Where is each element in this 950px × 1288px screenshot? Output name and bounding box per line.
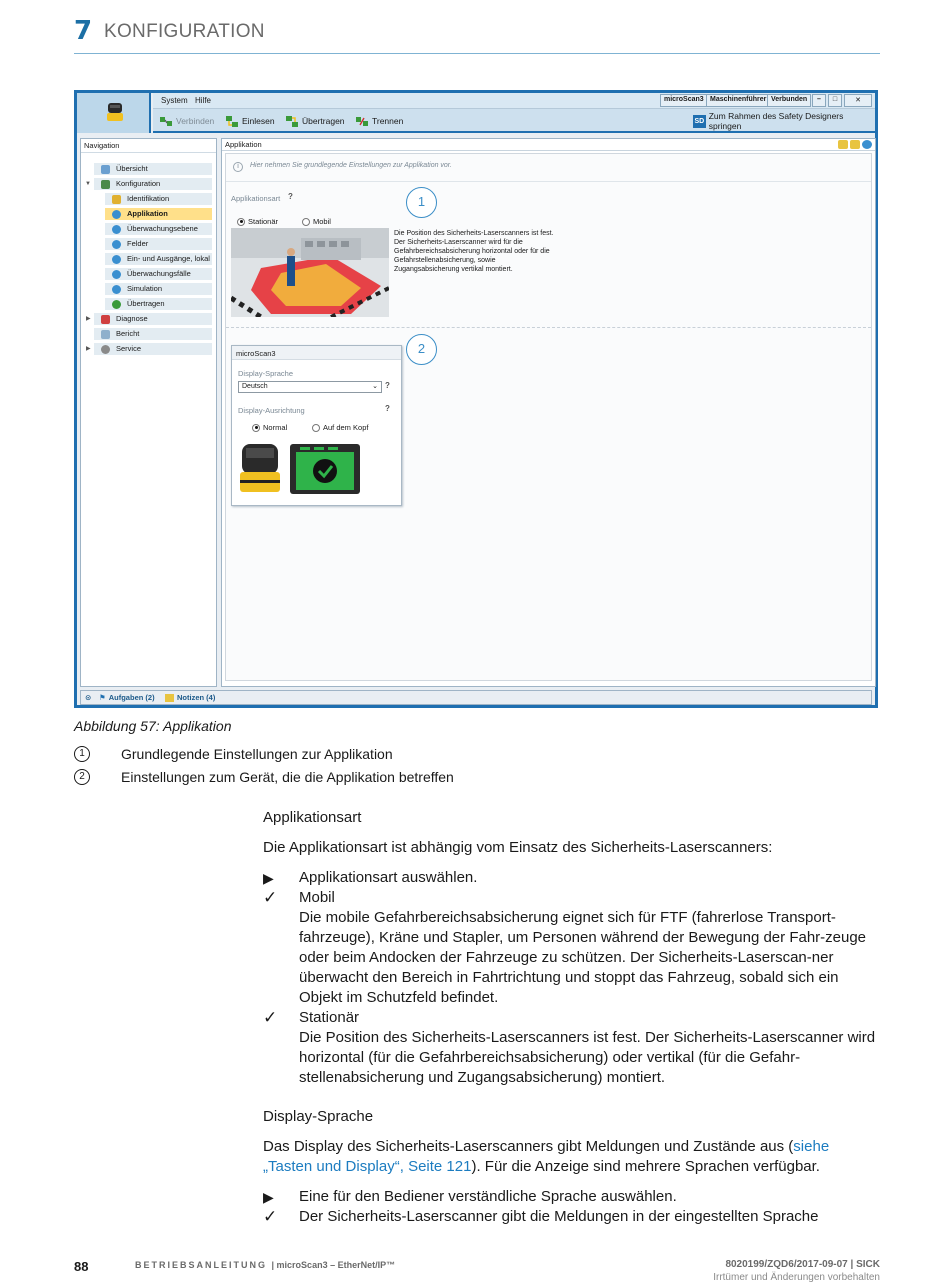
radio-orientation-upside-down[interactable]: Auf dem Kopf [312,423,368,432]
notes-button[interactable]: Notizen (4) [165,693,215,702]
gear-icon [101,345,110,354]
step-marker-icon: ▶ [263,1189,274,1205]
radio-mobile[interactable]: Mobil [302,217,331,226]
radio-unselected-icon [302,218,310,226]
role-button[interactable]: Maschinenführer [706,94,770,107]
step-icon [112,225,121,234]
disconnect-icon [355,115,369,128]
orientation-label: Display-Ausrichtung [238,406,305,415]
figure-caption: Abbildung 57: Applikation [74,718,232,734]
safety-designer-icon: SD [693,115,706,128]
overview-icon [101,165,110,174]
step-icon [112,255,121,264]
page-header [74,14,880,54]
nav-item-monitoring-cases[interactable]: Überwachungsfälle [105,268,212,280]
footer-disclaimer: Irrtümer und Änderungen vorbehalten [713,1272,880,1283]
configuration-icon [101,180,110,189]
disconnect-button[interactable]: Trennen [355,114,403,128]
info-bar: i Hier nehmen Sie grundlegende Einstellungen zur Applikation vor. [226,154,871,182]
collapse-icon[interactable]: ▼ [85,181,91,187]
legend-marker: 2 [74,769,90,785]
mobile-title: Mobil [299,889,335,906]
menu-help[interactable]: Hilfe [195,96,212,105]
chapter-title: KONFIGURATION [104,21,265,42]
heading-application-type: Applikationsart [263,809,362,826]
flag-icon: ⚑ [99,693,106,702]
main-panel [221,138,876,687]
stationary-application-image [231,228,389,317]
chapter-number: 7 [74,16,93,46]
main-header: Applikation [222,139,875,151]
section-divider [226,327,871,328]
nav-item-overview[interactable]: Übersicht [94,163,212,175]
nav-item-configuration[interactable]: Konfiguration [94,178,212,190]
app-type-description: Die Position des Sicherheits-Laserscanners ist fest. Der Sicherheits-Laserscanner wird für die Gefahrbereichsabsicherung horizontal oder für die Gefahrstellenabsicherung, sowie Zugangsabsicherung vertikal montiert. [394,230,554,273]
header-icons [838,140,872,149]
legend-text: Einstellungen zum Gerät, die die Applikation betreffen [121,769,454,785]
nav-item-transfer[interactable]: Übertragen [105,298,212,310]
report-icon [101,330,110,339]
paragraph-application-type: Die Applikationsart ist abhängig vom Einsatz des Sicherheits-Laserscanners: [263,839,773,856]
step-icon [112,270,121,279]
safety-designer-button[interactable]: SD Zum Rahmen des Safety Designers springen [694,111,844,131]
radio-selected-icon [252,424,260,432]
nav-item-diagnosis[interactable]: Diagnose [94,313,212,325]
scanner-display-image [238,442,362,496]
callout-1: 1 [406,187,437,218]
note-icon[interactable] [838,140,848,149]
note-icon [165,694,174,702]
identification-icon [112,195,121,204]
legend-marker: 1 [74,746,90,762]
read-in-icon [225,115,239,128]
tasks-button[interactable]: ⚑ Aufgaben (2) [99,693,155,702]
footer-doc-id: 8020199/ZQD6/2017-09-07 | SICK [725,1259,880,1270]
cross-reference-link[interactable]: siehe „Tasten und Display“, Seite 121 [263,1138,830,1175]
radio-unselected-icon [312,424,320,432]
transfer-button[interactable]: Übertragen [285,114,345,128]
help-icon[interactable]: ? [385,404,390,413]
radio-selected-icon [237,218,245,226]
nav-item-report[interactable]: Bericht [94,328,212,340]
heading-display-language: Display-Sprache [263,1108,374,1125]
expand-icon[interactable]: ▶ [86,316,91,322]
close-button[interactable]: ✕ [844,94,872,107]
step-marker-icon: ▶ [263,870,274,886]
nav-item-service[interactable]: Service [94,343,212,355]
app-type-label: Applikationsart [231,194,281,203]
scanner-icon [105,101,125,123]
app-screenshot [74,90,878,708]
stationary-title: Stationär [299,1009,360,1026]
status-bar [80,690,872,705]
status-toggle-icon[interactable]: ⊙ [85,693,92,702]
legend-text: Grundlegende Einstellungen zur Applikation [121,746,393,762]
chevron-down-icon: ⌄ [372,383,378,390]
nav-item-fields[interactable]: Felder [105,238,212,250]
radio-orientation-normal[interactable]: Normal [252,423,287,432]
navigation-header: Navigation [81,139,216,153]
maximize-button[interactable]: □ [828,94,842,107]
page-number: 88 [74,1259,89,1274]
connection-status-button[interactable]: Verbunden [767,94,811,107]
callout-2: 2 [406,334,437,365]
step-icon [112,240,121,249]
step-icon [112,300,121,309]
minimize-button[interactable]: – [812,94,826,107]
menu-system[interactable]: System [161,96,188,105]
language-label: Display-Sprache [238,369,294,378]
check-icon: ✓ [263,888,278,907]
step-icon [112,285,121,294]
nav-item-io-local[interactable]: Ein- und Ausgänge, lokal [105,253,212,265]
add-note-icon[interactable] [850,140,860,149]
device-logo [77,93,151,133]
nav-item-monitoring-plane[interactable]: Überwachungsebene [105,223,212,235]
help-icon[interactable] [862,140,872,149]
device-button[interactable]: microScan3 [660,94,708,107]
footer-document: BETRIEBSANLEITUNG | microScan3 – EtherNet/IP™ [135,1260,396,1270]
app-window [77,93,875,705]
device-panel-title: microScan3 [232,346,401,360]
help-icon[interactable]: ? [385,381,390,390]
toolbar [153,109,875,133]
menu-bar [153,93,875,109]
radio-stationary[interactable]: Stationär [237,217,278,226]
navigation-panel [80,138,217,687]
help-icon[interactable]: ? [288,192,293,201]
nav-item-application[interactable]: Applikation [105,208,212,220]
connect-button[interactable]: Verbinden [159,114,214,128]
check-icon: ✓ [263,1008,278,1027]
step-icon [112,210,121,219]
transfer-icon [285,115,299,128]
connect-icon [159,115,173,128]
nav-item-simulation[interactable]: Simulation [105,283,212,295]
paragraph-display-language: Das Display des Sicherheits-Laserscanners gibt Meldungen und Zustände aus (siehe „Tasten und Display“, Seite 121). Für die Anzeige sind mehrere Sprachen verfügbar. [263,1138,830,1175]
info-icon: i [233,162,243,172]
content-area [225,153,872,681]
diagnosis-icon [101,315,110,324]
device-settings-panel [231,345,402,506]
nav-item-identification[interactable]: Identifikation [105,193,212,205]
language-select[interactable]: Deutsch ⌄ [238,381,382,393]
read-in-button[interactable]: Einlesen [225,114,275,128]
expand-icon[interactable]: ▶ [86,346,91,352]
check-icon: ✓ [263,1207,278,1226]
